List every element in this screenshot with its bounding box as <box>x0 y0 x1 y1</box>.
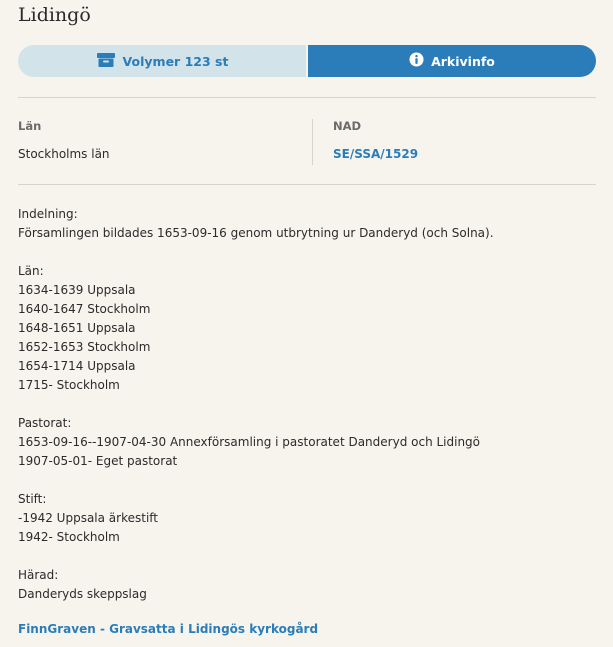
meta-lan <box>18 119 110 161</box>
section-harad <box>18 566 596 604</box>
tab-archive-info[interactable] <box>308 45 596 77</box>
meta-lan-value: Stockholms län <box>18 147 110 161</box>
section-line: 1907-05-01- Eget pastorat <box>18 454 178 468</box>
tab-volumes-label: Volymer 123 st <box>122 53 229 69</box>
section-lan <box>18 262 596 395</box>
section-line: -1942 Uppsala ärkestift <box>18 511 159 525</box>
section-line: 1634-1639 Uppsala <box>18 283 136 297</box>
info-icon <box>409 52 424 70</box>
section-line: 1648-1651 Uppsala <box>18 321 136 335</box>
tab-archive-info-label: Arkivinfo <box>431 53 495 69</box>
section-heading: Pastorat: <box>18 416 72 430</box>
section-heading: Län: <box>18 264 44 278</box>
meta-nad-label: NAD <box>333 119 362 133</box>
archive-details <box>18 205 596 623</box>
section-line: 1652-1653 Stockholm <box>18 340 151 354</box>
divider <box>18 97 596 98</box>
section-pastorat <box>18 414 596 471</box>
section-line: 1942- Stockholm <box>18 530 120 544</box>
nad-link[interactable]: SE/SSA/1529 <box>333 147 419 161</box>
meta-separator <box>312 119 313 165</box>
section-line: 1640-1647 Stockholm <box>18 302 151 316</box>
archive-box-icon <box>96 52 116 71</box>
section-line: 1653-09-16--1907-04-30 Annexförsamling i pastoratet Danderyd och Lidingö <box>18 435 481 449</box>
meta-nad <box>333 119 418 161</box>
tab-volumes[interactable] <box>18 45 308 77</box>
meta-row <box>18 119 596 165</box>
section-line: 1654-1714 Uppsala <box>18 359 136 373</box>
section-line: Danderyds skeppslag <box>18 587 147 601</box>
finngraven-link[interactable]: FinnGraven - Gravsatta i Lidingös kyrkogård <box>18 622 319 636</box>
section-indelning <box>18 205 596 243</box>
section-line: Församlingen bildades 1653-09-16 genom utbrytning ur Danderyd (och Solna). <box>18 226 494 240</box>
section-heading: Härad: <box>18 568 59 582</box>
section-heading: Indelning: <box>18 207 78 221</box>
divider <box>18 184 596 185</box>
section-heading: Stift: <box>18 492 47 506</box>
section-stift <box>18 490 596 547</box>
meta-lan-label: Län <box>18 119 42 133</box>
section-line: 1715- Stockholm <box>18 378 120 392</box>
tab-bar <box>18 45 596 77</box>
page-title: Lidingö <box>18 4 91 26</box>
